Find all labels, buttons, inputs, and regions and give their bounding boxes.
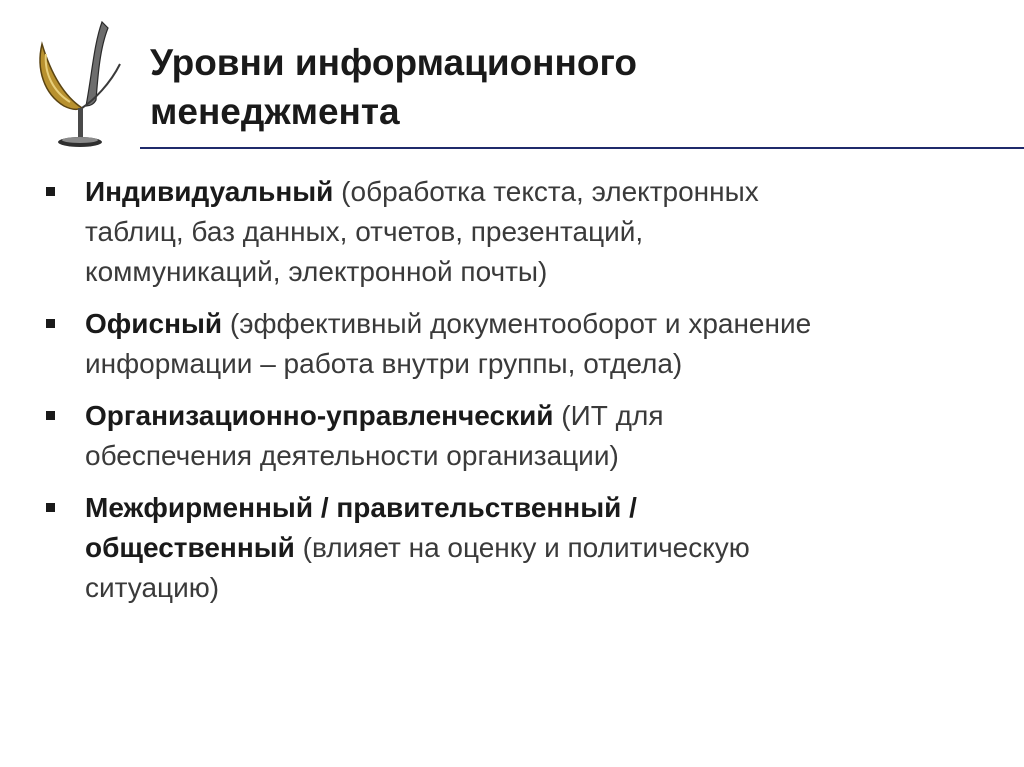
title-line-1: Уровни информационного [150,42,637,83]
bullet-desc: (влияет на оценку и политическую [294,532,750,563]
bullet-term: Индивидуальный [85,176,334,207]
bullet-item-interfirm [40,488,1000,608]
bullet-square-icon [46,503,55,512]
bullet-term: Межфирменный / правительственный / [85,492,637,523]
bullet-desc: (обработка текста, электронных [333,176,759,207]
bullet-term: Офисный [85,308,223,339]
title-line-2: менеджмента [150,91,400,132]
bullet-desc: (эффективный документооборот и хранение [222,308,812,339]
bullet-item-individual [40,172,1000,292]
bullet-desc: коммуникаций, электронной почты) [85,256,548,287]
bullet-term: общественный [85,532,295,563]
bullet-desc: таблиц, баз данных, отчетов, презентаций, [85,216,644,247]
bullet-square-icon [46,411,55,420]
bullet-desc: (ИТ для [553,400,664,431]
bullet-desc: ситуацию) [85,572,220,603]
bullet-item-organizational [40,396,1000,476]
bullet-desc: обеспечения деятельности организации) [85,440,619,471]
title-underline [140,147,1024,149]
bullet-term: Организационно-управленческий [85,400,554,431]
bullet-square-icon [46,319,55,328]
bullet-item-office [40,304,1000,384]
goblet-logo-icon [24,14,134,154]
bullet-desc: информации – работа внутри группы, отдела) [85,348,683,379]
bullet-square-icon [46,187,55,196]
bullet-list [40,172,1000,620]
page-title [150,38,970,136]
